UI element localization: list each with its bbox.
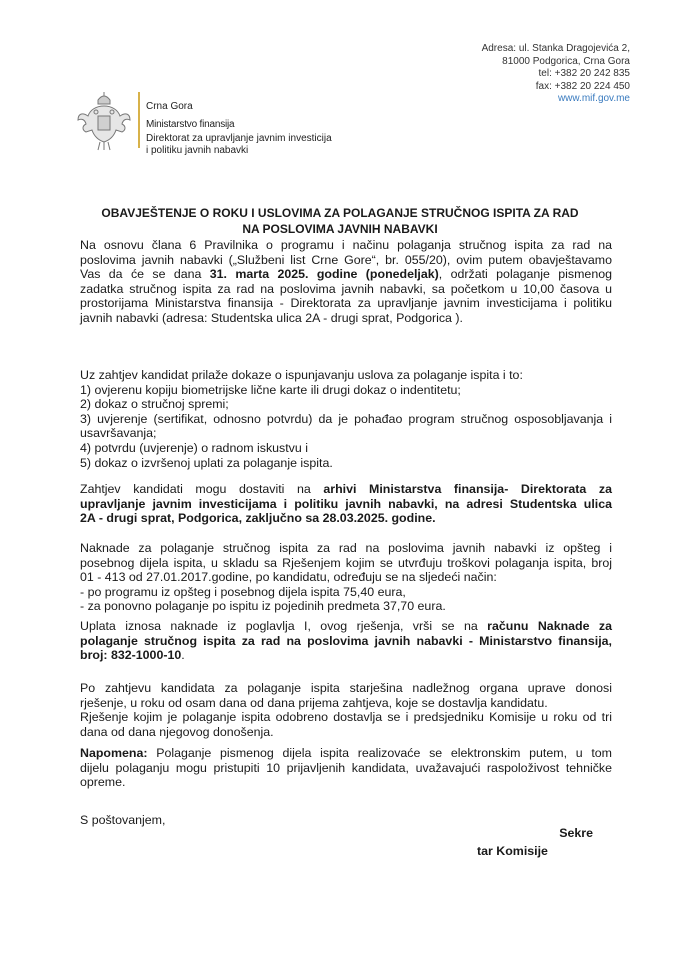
organization-block	[146, 101, 332, 157]
coat-of-arms-logo	[76, 90, 132, 152]
note-paragraph	[80, 746, 612, 790]
text-line	[80, 253, 612, 268]
documents-paragraph	[80, 368, 612, 470]
text-line	[80, 556, 612, 571]
text-line	[80, 511, 612, 526]
text: rješenje, u roku od osam dana od dana prijema zahtjeva, koje se dostavlja kandidatu.	[80, 695, 548, 710]
text-line	[80, 482, 612, 497]
divider-line	[138, 92, 140, 148]
country-name: Crna Gora	[146, 101, 193, 112]
text-line	[80, 397, 612, 412]
text: Naknade za polaganje stručnog ispita za rad na poslovima javnih nabavki iz opšteg i	[80, 541, 612, 555]
text: poslovima javnih nabavki („Službeni list Crne Gore“, br. 055/20), ovim putem obavještavamo	[80, 252, 612, 267]
fees-paragraph	[80, 541, 612, 614]
text-line	[80, 441, 612, 456]
bold-text: polaganje stručnog ispita za rad na poslovima javnih nabavki - Ministarstvo finansija,	[80, 633, 612, 648]
bold-text: Napomena:	[80, 746, 148, 760]
text-line	[80, 761, 612, 776]
bold-text: broj: 832-1000-10	[80, 648, 182, 663]
signature-line-1: Sekre	[559, 826, 593, 840]
title-line: OBAVJEŠTENJE O ROKU I USLOVIMA ZA POLAGANJE STRUČNOG ISPITA ZA RAD	[101, 206, 579, 220]
text: 01 - 413 od 27.01.2017.godine, po kandidatu, određuju se na sljedeći način:	[80, 570, 497, 585]
phone: tel: +382 20 242 835	[538, 68, 630, 80]
bold-text: arhivi Ministarstva finansija- Direktorata za	[323, 482, 612, 496]
text-line	[80, 696, 612, 711]
text: Polaganje pismenog dijela ispita realizovaće se elektronskim putem, u tom	[147, 746, 612, 760]
text-line	[80, 497, 612, 512]
text-line	[80, 710, 612, 725]
text: opreme.	[80, 775, 126, 790]
text-line	[80, 570, 612, 585]
text: zadatka stručnog ispita za rad na poslovima javnih nabavki, sa početkom u 10,00 časova u	[80, 281, 612, 296]
text-line	[80, 426, 612, 441]
text-line	[80, 813, 612, 828]
text-line	[80, 619, 612, 634]
title-line: NA POSLOVIMA JAVNIH NABAVKI	[242, 222, 438, 236]
text: - za ponovno polaganje po ispitu iz pojedinih predmeta 37,70 eura.	[80, 599, 446, 614]
text-line	[80, 296, 612, 311]
text-line	[80, 585, 612, 600]
text-line	[80, 456, 612, 471]
signature-line-2: tar Komisije	[477, 844, 548, 858]
text: Uz zahtjev kandidat prilaže dokaze o ispunjavanju uslova za polaganje ispita i to:	[80, 368, 523, 382]
text: usavršavanja;	[80, 426, 157, 441]
text: 1) ovjerenu kopiju biometrijske lične karte ili drugi dokaz o indentitetu;	[80, 382, 461, 397]
text: dijelu polaganju mogu pristupiti 10 prijavljenih kandidata, uvažavajući raspoloživost tehničke	[80, 760, 612, 775]
text-line	[80, 648, 612, 663]
text: .	[181, 648, 185, 663]
bold-text: računu Naknade za	[487, 619, 612, 633]
text: Vas da će se dana	[80, 267, 210, 282]
text-line	[80, 311, 612, 326]
text-line	[80, 725, 612, 740]
text: 4) potvrdu (uvjerenje) o radnom iskustvu i	[80, 440, 308, 455]
text: Uplata iznosa naknade iz poglavlja I, ovog rješenja, vrši se na	[80, 619, 488, 633]
text: S poštovanjem,	[80, 813, 166, 827]
text-line	[80, 412, 612, 427]
text: 2) dokaz o stručnoj spremi;	[80, 397, 229, 412]
bold-text: 31. marta 2025. godine (ponedeljak)	[209, 267, 439, 282]
contact-address	[482, 43, 630, 106]
text-line	[80, 681, 612, 696]
text-line	[80, 368, 612, 383]
text: prostorijama Ministarstva finansija - Direktorata za upravljanje javnim investicijama i politiku	[80, 296, 612, 311]
text: 3) uvjerenje (sertifikat, odnosno potvrdu) da je pohađao program stručnog osposobljavanja i	[80, 411, 612, 426]
text: Na osnovu člana 6 Pravilnika o programu i načinu polaganja stručnog ispita za rad na	[80, 238, 612, 252]
text: posebnog dijela ispita, u skladu sa Rješenjem kojim se utvrđuju troškovi polaganja ispita, broj	[80, 555, 612, 570]
text: Zahtjev kandidati mogu dostaviti na	[80, 482, 324, 496]
text: dana od dana njegovog donošenja.	[80, 724, 274, 739]
bold-text: 2A - drugi sprat, Podgorica, zaključno sa 28.03.2025. godine.	[80, 511, 436, 526]
bold-text: upravljanje javnim investicijama i politiku javnih nabavki, na adresi Studentska ulica	[80, 496, 612, 511]
website-link[interactable]: www.mif.gov.me	[557, 93, 630, 105]
text-line	[80, 267, 612, 282]
text-line	[80, 775, 612, 790]
text-line	[80, 746, 612, 761]
text-line	[80, 634, 612, 649]
text: - po programu iz opšteg i posebnog dijela ispita 75,40 eura,	[80, 584, 406, 599]
text-line	[80, 383, 612, 398]
text-line	[80, 599, 612, 614]
text: javnih nabavki (adresa: Studentska ulica 2A - drugi sprat, Podgorica ).	[80, 310, 463, 325]
payment-paragraph	[80, 619, 612, 663]
intro-paragraph	[80, 238, 612, 326]
text-line	[80, 282, 612, 297]
submission-paragraph	[80, 482, 612, 526]
text: 5) dokaz o izvršenoj uplati za polaganje ispita.	[80, 455, 333, 470]
decision-paragraph	[80, 681, 612, 739]
text-line	[80, 238, 612, 253]
text: Po zahtjevu kandidata za polaganje ispita starješina nadležnog organa uprave donosi	[80, 681, 612, 695]
text: Rješenje kojim je polaganje ispita odobreno dostavlja se i predsjedniku Komisije u roku od tri	[80, 710, 612, 725]
address-line: Adresa: ul. Stanka Dragojevića 2,	[481, 43, 630, 54]
directorate-name: Direktorat za upravljanje javnim investicija	[146, 133, 332, 144]
address-city: 81000 Podgorica, Crna Gora	[502, 55, 630, 67]
fax: fax: +382 20 224 450	[535, 80, 630, 92]
text: , održati polaganje pismenog	[438, 267, 612, 282]
ministry-name: Ministarstvo finansija	[146, 119, 235, 130]
closing	[80, 813, 612, 828]
document-title	[60, 205, 620, 237]
directorate-name-cont: i politiku javnih nabavki	[146, 145, 249, 156]
text-line	[80, 541, 612, 556]
